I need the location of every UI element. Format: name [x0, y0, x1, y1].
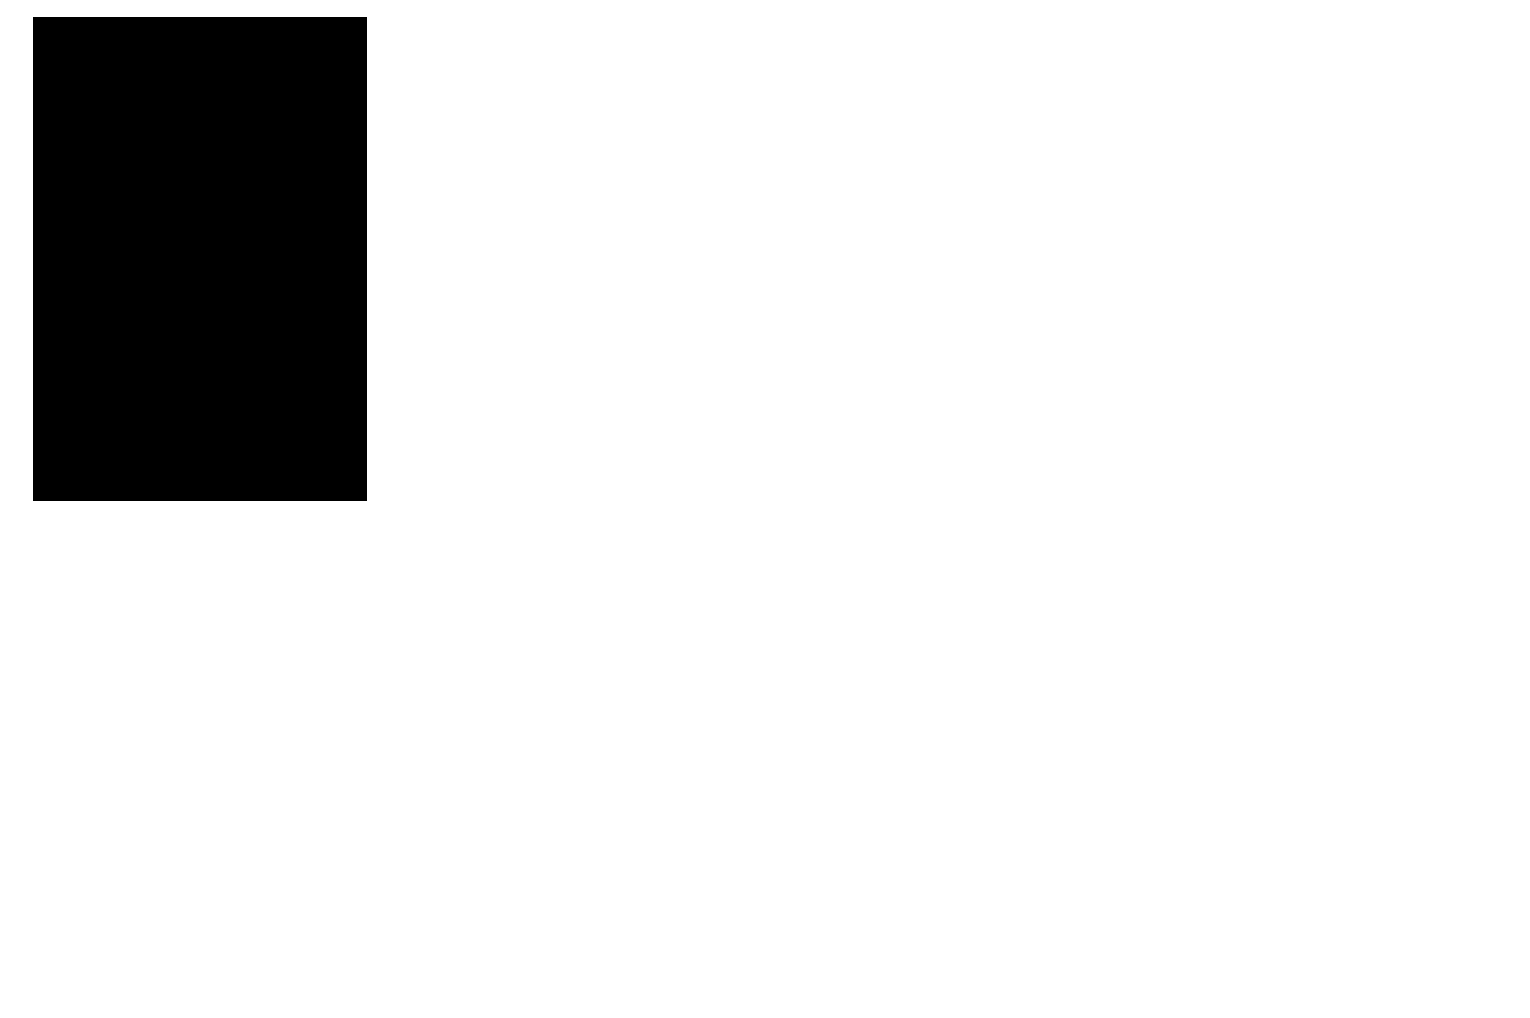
black-box	[33, 17, 367, 501]
